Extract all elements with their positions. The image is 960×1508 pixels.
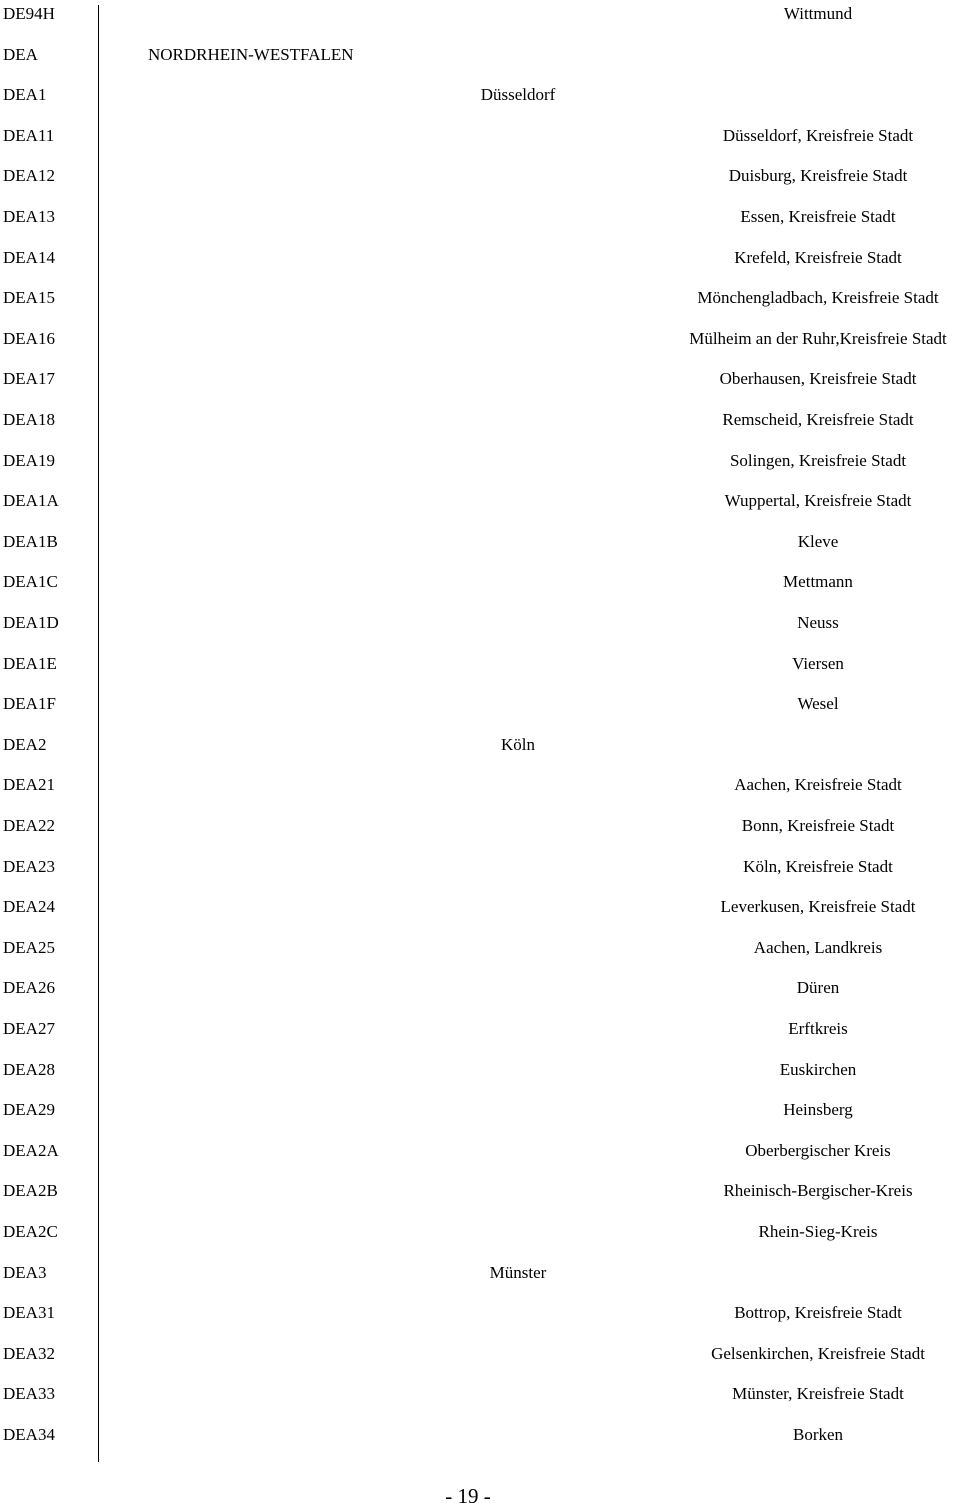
nuts-code-cell: DEA2 (3, 734, 47, 754)
kreis-name-cell: Oberbergischer Kreis (745, 1140, 891, 1160)
nuts-code-cell: DEA1 (3, 85, 47, 105)
kreis-name-cell: Bottrop, Kreisfreie Stadt (734, 1303, 902, 1323)
kreis-name-cell: Bonn, Kreisfreie Stadt (741, 816, 895, 835)
nuts-code-cell: DEA13 (3, 207, 55, 226)
table-row (0, 325, 960, 365)
table-row (0, 0, 960, 40)
nuts-code-cell: DEA14 (3, 247, 55, 267)
kreis-name-cell: Krefeld, Kreisfreie Stadt (734, 247, 902, 267)
table-row (0, 447, 960, 487)
page-number: - 19 - (445, 1484, 491, 1508)
kreis-name-cell: Rheinisch-Bergischer-Kreis (723, 1181, 913, 1201)
kreis-name-cell: Neuss (797, 613, 839, 632)
table-row (0, 934, 960, 974)
nuts-code-cell: DEA1A (3, 491, 59, 511)
kreis-name-cell: Aachen, Landkreis (753, 937, 883, 957)
table-row (0, 244, 960, 284)
nuts-code-cell: DEA11 (3, 125, 55, 145)
table-row (0, 365, 960, 405)
table-row (0, 1177, 960, 1217)
kreis-name-cell: Essen, Kreisfreie Stadt (740, 207, 896, 226)
table-row (0, 1259, 960, 1299)
nuts-code-cell: DEA31 (3, 1303, 55, 1323)
table-row (0, 1137, 960, 1177)
column-divider-line (98, 5, 99, 1462)
table-row (0, 893, 960, 933)
nuts-code-cell: DEA2B (3, 1181, 58, 1201)
nuts-code-cell: DEA33 (3, 1384, 55, 1404)
nuts-code-cell: DEA32 (3, 1343, 55, 1363)
kreis-name-cell: Leverkusen, Kreisfreie Stadt (720, 897, 916, 917)
kreis-name-cell: Heinsberg (783, 1100, 853, 1120)
regierungsbezirk-name-cell: Düsseldorf (480, 85, 556, 105)
nuts-code-cell: DEA1E (3, 653, 57, 673)
nuts-code-cell: DEA17 (3, 369, 55, 389)
kreis-name-cell: Duisburg, Kreisfreie Stadt (728, 166, 908, 186)
nuts-code-cell: DEA26 (3, 978, 55, 998)
kreis-name-cell: Mönchengladbach, Kreisfreie Stadt (697, 288, 939, 308)
nuts-code-cell: DEA1D (3, 613, 59, 632)
table-row (0, 162, 960, 202)
kreis-name-cell: Euskirchen (779, 1059, 857, 1079)
table-row (0, 487, 960, 527)
kreis-name-cell: Borken (792, 1425, 844, 1444)
kreis-name-cell: Mettmann (783, 572, 853, 592)
table-row (0, 284, 960, 324)
table-row (0, 1340, 960, 1380)
table-row (0, 771, 960, 811)
table-row (0, 1096, 960, 1136)
table-row (0, 203, 960, 243)
nuts-code-cell: DEA27 (3, 1019, 55, 1038)
kreis-name-cell: Erftkreis (788, 1019, 848, 1038)
kreis-name-cell: Köln, Kreisfreie Stadt (743, 856, 893, 876)
nuts-code-cell: DEA23 (3, 856, 55, 876)
kreis-name-cell: Münster, Kreisfreie Stadt (732, 1384, 904, 1404)
table-row (0, 1380, 960, 1420)
kreis-name-cell: Remscheid, Kreisfreie Stadt (722, 410, 914, 429)
table-row (0, 1015, 960, 1055)
nuts-code-cell: DEA21 (3, 775, 55, 795)
nuts-code-cell: DEA29 (3, 1100, 55, 1120)
nuts-code-cell: DE94H (3, 4, 55, 23)
nuts-code-cell: DEA16 (3, 328, 55, 348)
nuts-code-cell: DEA1C (3, 572, 58, 592)
table-row (0, 853, 960, 893)
nuts-code-cell: DEA (3, 44, 38, 64)
kreis-name-cell: Kleve (797, 531, 839, 551)
kreis-name-cell: Gelsenkirchen, Kreisfreie Stadt (711, 1343, 925, 1363)
kreis-name-cell: Wuppertal, Kreisfreie Stadt (724, 491, 912, 511)
land-name-cell: NORDRHEIN-WESTFALEN (148, 44, 354, 64)
table-row (0, 122, 960, 162)
table-row (0, 1421, 960, 1461)
nuts-code-cell: DEA1F (3, 694, 56, 714)
kreis-name-cell: Rhein-Sieg-Kreis (758, 1222, 878, 1241)
table-row (0, 609, 960, 649)
table-row (0, 1218, 960, 1258)
regierungsbezirk-name-cell: Münster (489, 1262, 547, 1282)
table-row (0, 974, 960, 1014)
nuts-code-cell: DEA19 (3, 450, 55, 470)
table-row (0, 1299, 960, 1339)
kreis-name-cell: Düsseldorf, Kreisfreie Stadt (722, 125, 914, 145)
table-row (0, 406, 960, 446)
table-row (0, 81, 960, 121)
nuts-code-cell: DEA28 (3, 1059, 55, 1079)
nuts-code-cell: DEA3 (3, 1262, 47, 1282)
nuts-code-cell: DEA34 (3, 1425, 55, 1444)
kreis-name-cell: Solingen, Kreisfreie Stadt (729, 450, 907, 470)
table-row (0, 812, 960, 852)
nuts-code-cell: DEA18 (3, 410, 55, 429)
regierungsbezirk-name-cell: Köln (501, 734, 535, 754)
kreis-name-cell: Wittmund (783, 4, 853, 23)
nuts-code-cell: DEA12 (3, 166, 55, 186)
kreis-name-cell: Düren (796, 978, 840, 998)
nuts-code-cell: DEA2C (3, 1222, 58, 1241)
kreis-name-cell: Wesel (797, 694, 839, 714)
kreis-name-cell: Viersen (792, 653, 844, 673)
kreis-name-cell: Aachen, Kreisfreie Stadt (734, 775, 902, 795)
nuts-code-cell: DEA25 (3, 937, 55, 957)
table-row (0, 1056, 960, 1096)
nuts-code-cell: DEA1B (3, 531, 58, 551)
kreis-name-cell: Oberhausen, Kreisfreie Stadt (719, 369, 917, 389)
table-row (0, 528, 960, 568)
table-row (0, 690, 960, 730)
table-row (0, 41, 960, 81)
nuts-code-cell: DEA24 (3, 897, 55, 917)
nuts-code-cell: DEA22 (3, 816, 55, 835)
kreis-name-cell: Mülheim an der Ruhr,Kreisfreie Stadt (689, 328, 947, 348)
table-row (0, 568, 960, 608)
nuts-code-cell: DEA15 (3, 288, 55, 308)
table-row (0, 731, 960, 771)
table-row (0, 650, 960, 690)
nuts-code-cell: DEA2A (3, 1140, 59, 1160)
